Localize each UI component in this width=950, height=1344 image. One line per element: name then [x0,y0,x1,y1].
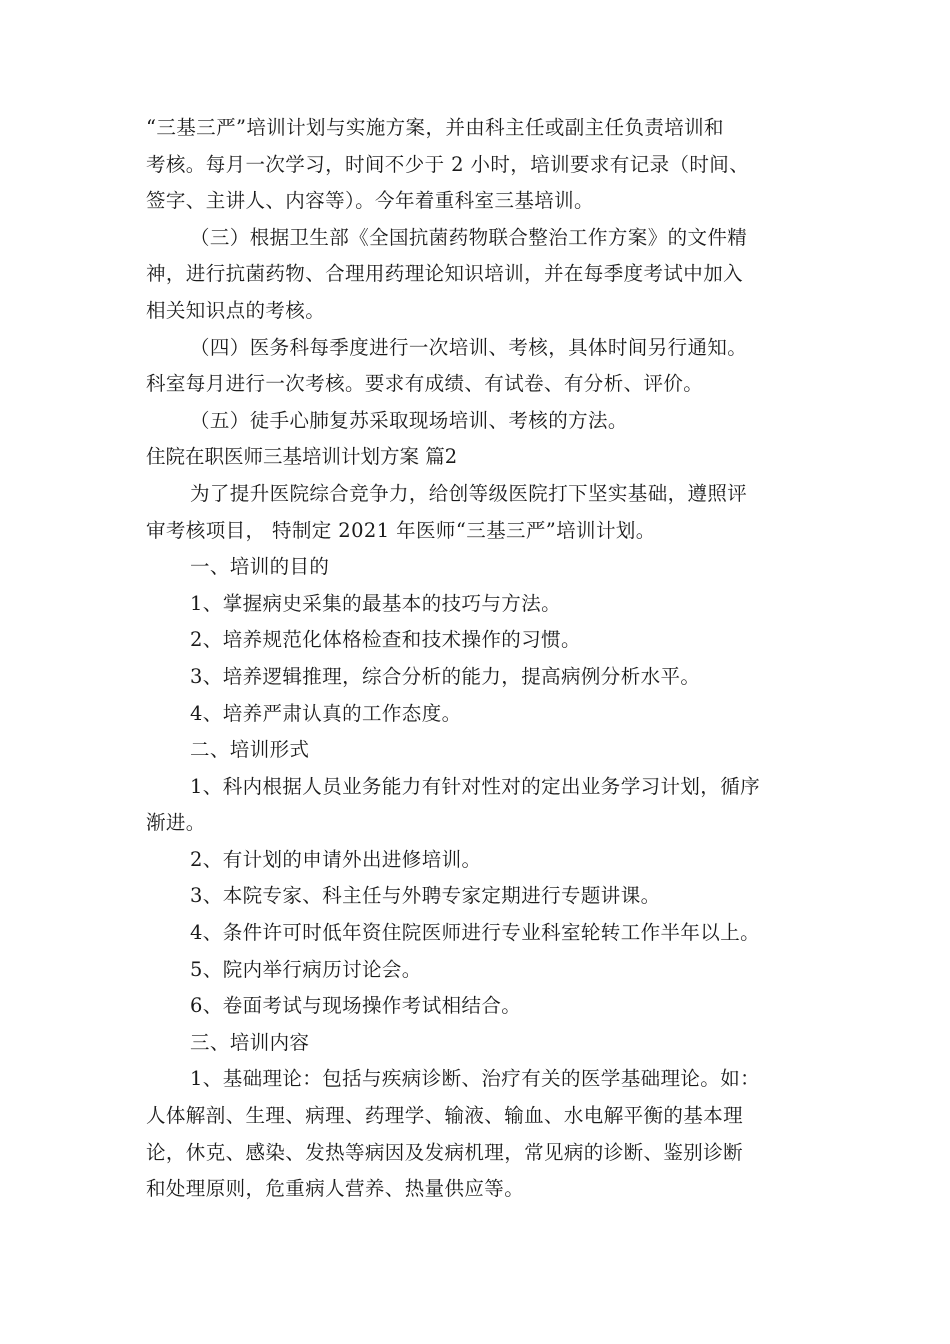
text-line: 3、本院专家、科主任与外聘专家定期进行专题讲课。 [190,884,661,908]
text-line: 2、有计划的申请外出进修培训。 [190,847,482,871]
text-line: 二、培训形式 [190,738,310,762]
text-line: （五）徒手心肺复苏采取现场培训、考核的方法。 [190,408,628,432]
text-line: 三、培训内容 [190,1030,310,1054]
text-line: 2、培养规范化体格检查和技术操作的习惯。 [190,628,581,652]
text-line: 相关知识点的考核。 [146,298,326,322]
text-line: 科室每月进行一次考核。要求有成绩、有试卷、有分析、评价。 [146,372,704,396]
text-line: 考核。每月一次学习，时间不少于 2 小时，培训要求有记录（时间、 [146,152,750,176]
text-line: 论，休克、感染、发热等病因及发病机理，常见病的诊断、鉴别诊断 [146,1140,744,1164]
text-line: “三基三严”培训计划与实施方案，并由科主任或副主任负责培训和 [146,116,724,139]
text-line: 4、条件许可时低年资住院医师进行专业科室轮转工作半年以上。 [190,921,761,945]
document-body [146,110,816,1208]
text-line: 3、培养逻辑推理，综合分析的能力，提高病例分析水平。 [190,664,701,688]
text-line: （三）根据卫生部《全国抗菌药物联合整治工作方案》的文件精 [190,225,748,249]
text-line: 1、掌握病史采集的最基本的技巧与方法。 [190,591,562,615]
text-line: 1、基础理论：包括与疾病诊断、治疗有关的医学基础理论。如： [190,1067,761,1091]
text-line: 1、科内根据人员业务能力有针对性对的定出业务学习计划，循序 [190,774,761,798]
text-line: 渐进。 [146,811,206,835]
text-line: 5、院内举行病历讨论会。 [190,957,422,981]
text-line: 神，进行抗菌药物、合理用药理论知识培训，并在每季度考试中加入 [146,262,744,286]
section-heading: 住院在职医师三基培训计划方案 篇2 [146,445,458,469]
text-line: 签字、主讲人、内容等）。今年着重科室三基培训。 [146,189,594,213]
text-line: 人体解剖、生理、病理、药理学、输液、输血、水电解平衡的基本理 [146,1104,744,1128]
text-line: （四）医务科每季度进行一次培训、考核，具体时间另行通知。 [190,335,748,359]
text-line: 4、培养严肃认真的工作态度。 [190,701,462,725]
text-line: 和处理原则，危重病人营养、热量供应等。 [146,1177,525,1201]
text-line: 一、培训的目的 [190,555,330,579]
text-line: 审考核项目， 特制定 2021 年医师“三基三严”培训计划。 [146,518,656,542]
text-line: 为了提升医院综合竞争力，给创等级医院打下坚实基础，遵照评 [190,481,748,505]
text-line: 6、卷面考试与现场操作考试相结合。 [190,994,522,1018]
